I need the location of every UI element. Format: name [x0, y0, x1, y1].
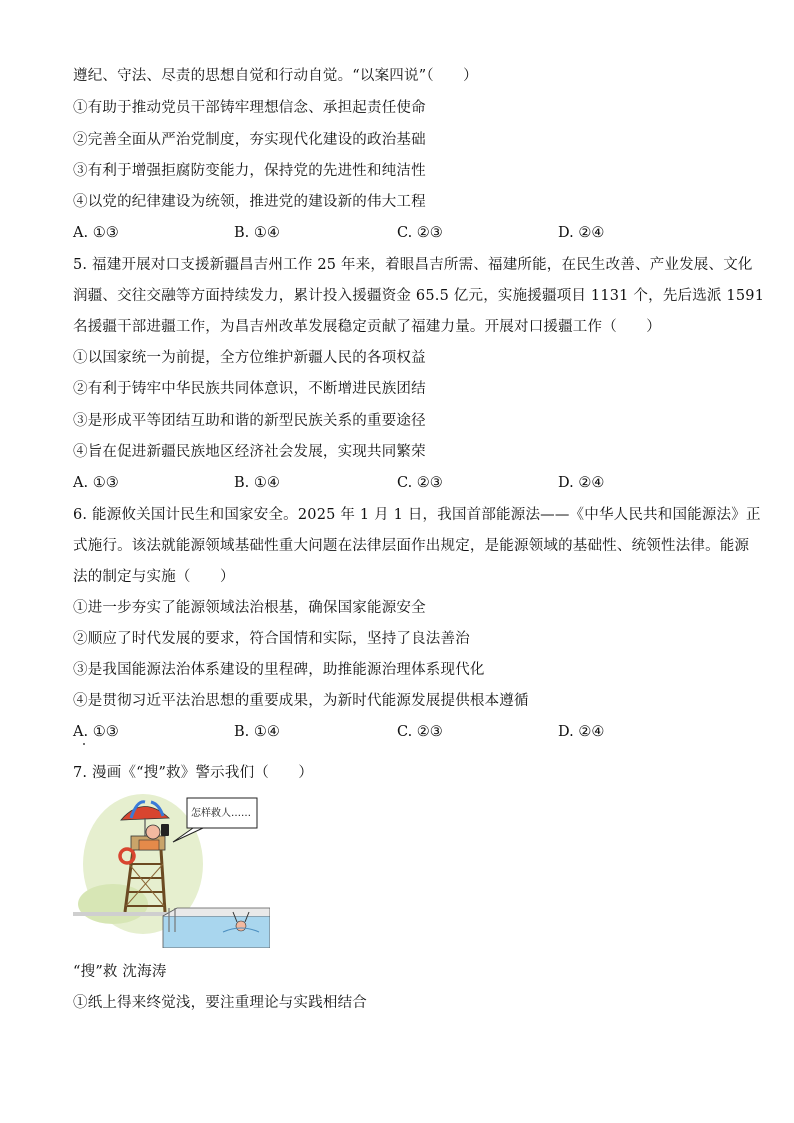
q6-stem-line-1: 6. 能源攸关国计民生和国家安全。2025 年 1 月 1 日，我国首部能源法——《中华人民共和国能源法》正 — [73, 507, 761, 523]
q5-stem-line-2: 润疆、交往交融等方面持续发力，累计投入援疆资金 65.5 亿元，实施援疆项目 1131 个，先后选派 1591 — [73, 288, 765, 304]
q5-stem-line-1: 5. 福建开展对口支援新疆昌吉州工作 25 年来，着眼昌吉所需、福建所能，在民生改善、产业发展、文化 — [73, 257, 753, 273]
q6-item-1: ①进一步夯实了能源领域法治根基，确保国家能源安全 — [73, 600, 426, 616]
q6-item-2: ②顺应了时代发展的要求，符合国情和实际，坚持了良法善治 — [73, 631, 470, 647]
q5-item-2: ②有利于铸牢中华民族共同体意识，不断增进民族团结 — [73, 381, 426, 397]
q4-option-c: C. ②③ — [397, 225, 443, 241]
q7-cartoon-caption: “搜”救 沈海涛 — [73, 964, 167, 980]
q5-option-b: B. ①④ — [234, 475, 280, 491]
q4-item-3: ③有利于增强拒腐防变能力，保持党的先进性和纯洁性 — [73, 163, 426, 179]
q5-option-d: D. ②④ — [558, 475, 605, 491]
q4-stem-tail: 遵纪、守法、尽责的思想自觉和行动自觉。“以案四说”（ ） — [73, 68, 478, 84]
q6-option-b: B. ①④ — [234, 724, 280, 740]
q5-stem-line-3: 名援疆干部进疆工作，为昌吉州改革发展稳定贡献了福建力量。开展对口援疆工作（ ） — [73, 319, 661, 335]
q4-option-a: A. ①③ — [73, 225, 119, 241]
q4-item-4: ④以党的纪律建设为统领，推进党的建设新的伟大工程 — [73, 194, 426, 210]
q6-item-3: ③是我国能源法治体系建设的里程碑，助推能源治理体系现代化 — [73, 662, 485, 678]
q5-item-3: ③是形成平等团结互助和谐的新型民族关系的重要途径 — [73, 413, 426, 429]
q6-stem-line-2: 式施行。该法就能源领域基础性重大问题在法律层面作出规定，是能源领域的基础性、统领性法律。能源 — [73, 538, 750, 554]
q4-option-b: B. ①④ — [234, 225, 280, 241]
q7-stem: 7. 漫画《“搜”救》警示我们（ ） — [73, 765, 314, 781]
q6-option-c: C. ②③ — [397, 724, 443, 740]
q5-option-c: C. ②③ — [397, 475, 443, 491]
stray-dot — [83, 743, 85, 745]
q7-item-1: ①纸上得来终觉浅，要注重理论与实践相结合 — [73, 995, 367, 1011]
q5-item-1: ①以国家统一为前提，全方位维护新疆人民的各项权益 — [73, 350, 426, 366]
speech-text: 怎样救人…… — [191, 808, 251, 819]
cartoon-illustration — [73, 794, 270, 948]
q6-item-4: ④是贯彻习近平法治思想的重要成果，为新时代能源发展提供根本遵循 — [73, 693, 529, 709]
q5-item-4: ④旨在促进新疆民族地区经济社会发展，实现共同繁荣 — [73, 444, 426, 460]
q6-option-a: A. ①③ — [73, 724, 119, 740]
q4-item-2: ②完善全面从严治党制度，夯实现代化建设的政治基础 — [73, 132, 426, 148]
q4-item-1: ①有助于推动党员干部铸牢理想信念、承担起责任使命 — [73, 100, 426, 116]
q4-option-d: D. ②④ — [558, 225, 605, 241]
q6-stem-line-3: 法的制定与实施（ ） — [73, 569, 235, 585]
q5-option-a: A. ①③ — [73, 475, 119, 491]
q6-option-d: D. ②④ — [558, 724, 605, 740]
